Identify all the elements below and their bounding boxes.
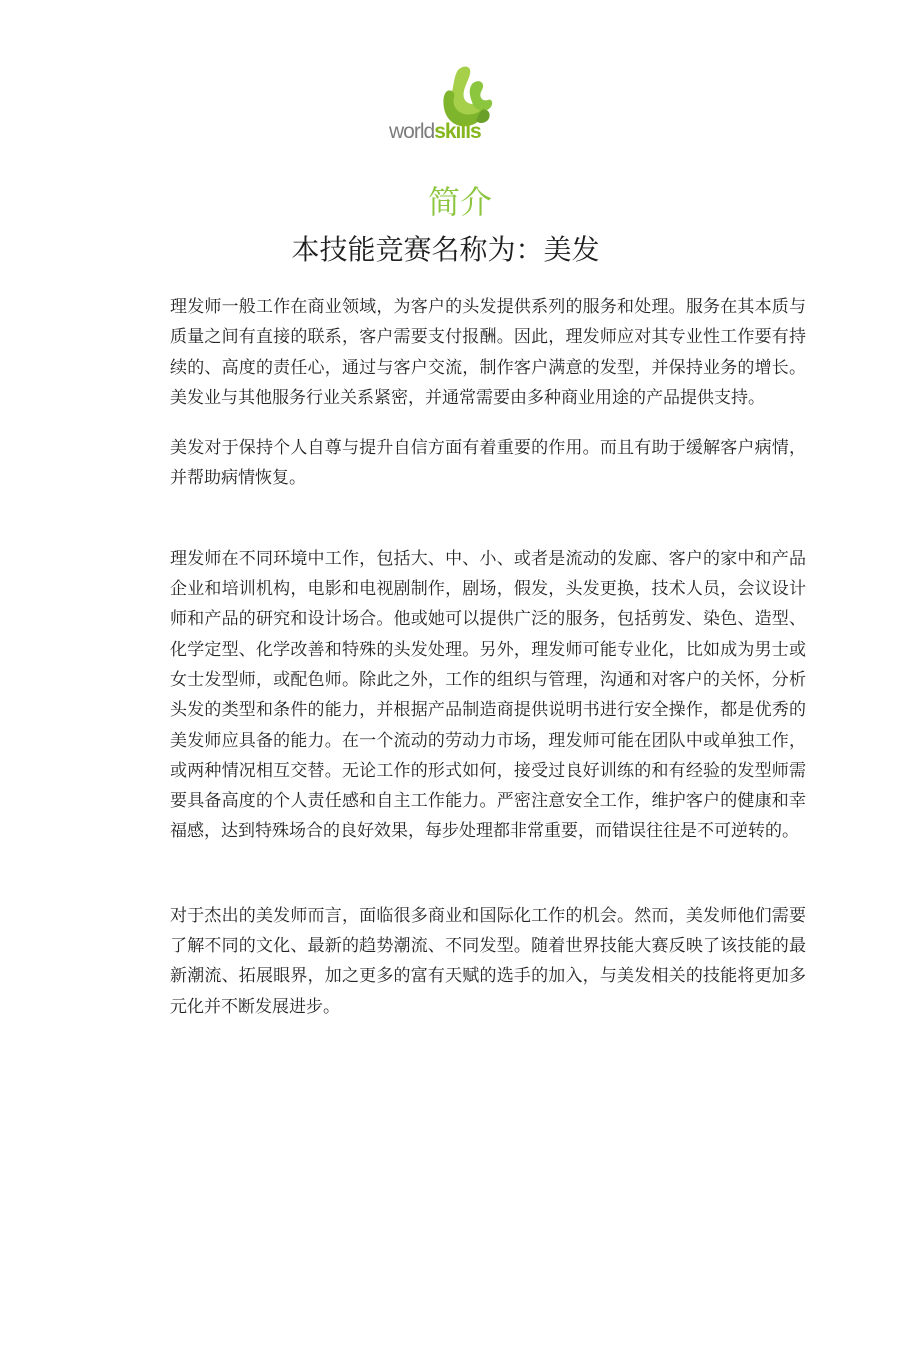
worldskills-logo-text: worldskills <box>389 120 481 143</box>
page-subtitle: 本技能竞赛名称为：美发 <box>291 233 600 266</box>
paragraph-opportunities: 对于杰出的美发师而言，面临很多商业和国际化工作的机会。然而，美发师他们需要了解不同的文化、最新的趋势潮流、不同发型。随着世界技能大赛反映了该技能的最新潮流、拓展眼界，加之更多的富有天赋的选手的加入，与美发相关的技能将更加多元化并不断发展进步。 <box>170 905 806 1017</box>
paragraph-importance: 美发对于保持个人自尊与提升自信方面有着重要的作用。而且有助于缓解客户病情，并帮助病情恢复。 <box>170 438 806 489</box>
paragraph-intro: 理发师一般工作在商业领域，为客户的头发提供系列的服务和处理。服务在其本质与质量之间有直接的联系，客户需要支付报酬。因此，理发师应对其专业性工作要有持续的、高度的责任心，通过与客户交流，制作客户满意的发型，并保持业务的增长。美发业与其他服务行业关系紧密，并通常需要由多种商业用途的产品提供支持。 <box>170 297 806 408</box>
page-title: 简介 <box>427 183 492 221</box>
body-text <box>170 292 806 1022</box>
paragraph-work-environment: 理发师在不同环境中工作，包括大、中、小、或者是流动的发廊、客户的家中和产品企业和培训机构，电影和电视剧制作，剧场，假发，头发更换，技术人员，会议设计师和产品的研究和设计场合。他或她可以提供广泛的服务，包括剪发、染色、造型、化学定型、化学改善和特殊的头发处理。另外，理发师可能专业化，比如成为男士或女士发型师，或配色师。除此之外，工作的组织与管理，沟通和对客户的关怀，分析头发的类型和条件的能力，并根据产品制造商提供说明书进行安全操作，都是优秀的美发师应具备的能力。在一个流动的劳动力市场，理发师可能在团队中或单独工作，或两种情况相互交替。无论工作的形式如何，接受过良好训练的和有经验的发型师需要具备高度的个人责任感和自主工作能力。严密注意安全工作，维护客户的健康和幸福感，达到特殊场合的良好效果，每步处理都非常重要，而错误往往是不可逆转的。 <box>170 548 806 842</box>
